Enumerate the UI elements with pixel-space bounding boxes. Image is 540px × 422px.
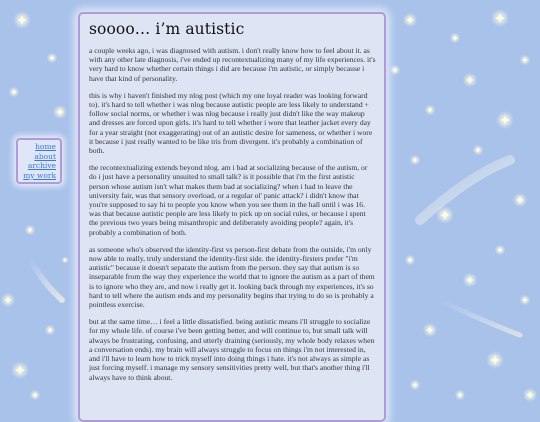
nav-link-my-work[interactable]: my work — [23, 170, 56, 180]
post-paragraph: the recontextualizing extends beyond nlog. am i bad at socializing because of the autism, or do i just have a personality unsuited to small talk? is it possible that i'm the first autistic person whose autism isn't what makes them bad at socializing? when i had to leave the university fair, was that sensory overload, or a regular ol' panic attack? i didn't know that you're supposed to say hi to people you know when you see them in the hall until i was 16. was that because autistic people are less likely to pick up on social rules, or because i spent the previous two years being misanthropic and deliberately avoiding people? again, it's probably a combination of both. — [89, 163, 368, 237]
nav-link-archive[interactable]: archive — [27, 161, 56, 170]
post-title: soooo… i’m autistic — [89, 20, 245, 38]
shooting-star-trail — [440, 300, 520, 335]
post-paragraph: but at the same time… i feel a little dissatisfied. being autistic means i'll struggle to socialize for my whole life. of course i've been getting better, and will continue to, but small talk will always be frustrating, confusing, and utterly draining (seriously, my whole body relaxes when a conversation ends). my brain will always struggle to focus on things i'm not interested in, and i'll have to learn how to trick myself into doing things i hate. it's not always as simple as just forcing myself. i manage my sensory sensitivities pretty well, but that's another thing i'll always have to think about. — [89, 317, 375, 382]
side-navigation — [16, 138, 62, 184]
post-paragraph: as someone who's observed the identity-first vs person-first debate from the outside, i'm only now able to really, truly understand the identity-first side. the identity-firsters prefer "i'm autistic" because it doesn't separate the autism from the person. they say that autism is so inseparable from the way they experience the world that to ignore the autism as a part of them is to ignore who they are, and now i really get it. looking back through my experiences, it's so hard to tell where the autism ends and my personality begins that trying to do so is probably a pointless exercise. — [89, 244, 375, 310]
shooting-star-trail — [420, 160, 510, 220]
nav-link-home[interactable]: home — [35, 142, 56, 151]
shooting-star-trail — [30, 260, 62, 300]
nav-link-about[interactable]: about — [34, 151, 56, 161]
post-paragraph: a couple weeks ago, i was diagnosed with autism. i don't really know how to feel about it. as with any other late diagnosis, i've ended up recontextualizing many of my life experiences. it's very hard to know whether certain things i did are because i'm autistic, or simply because i have that kind of personality. — [89, 46, 376, 83]
post-paragraph: this is why i haven't finished my nlog post (which my one loyal reader was looking forward to). it's hard to tell whether i was nlog because autistic people are less likely to understand + follow social norms, or whether i was nlog because i really just didn't like the way makeup and dresses are forced upon girls. it's hard to tell whether i wore that leather jacket every day for a year straight (not exaggerating) out of an autistic desire for sameness, or whether i wore it because i just really wanted to be like tris from divergent. it's probably a combination of both. — [89, 90, 373, 156]
blog-post-card — [78, 12, 386, 422]
